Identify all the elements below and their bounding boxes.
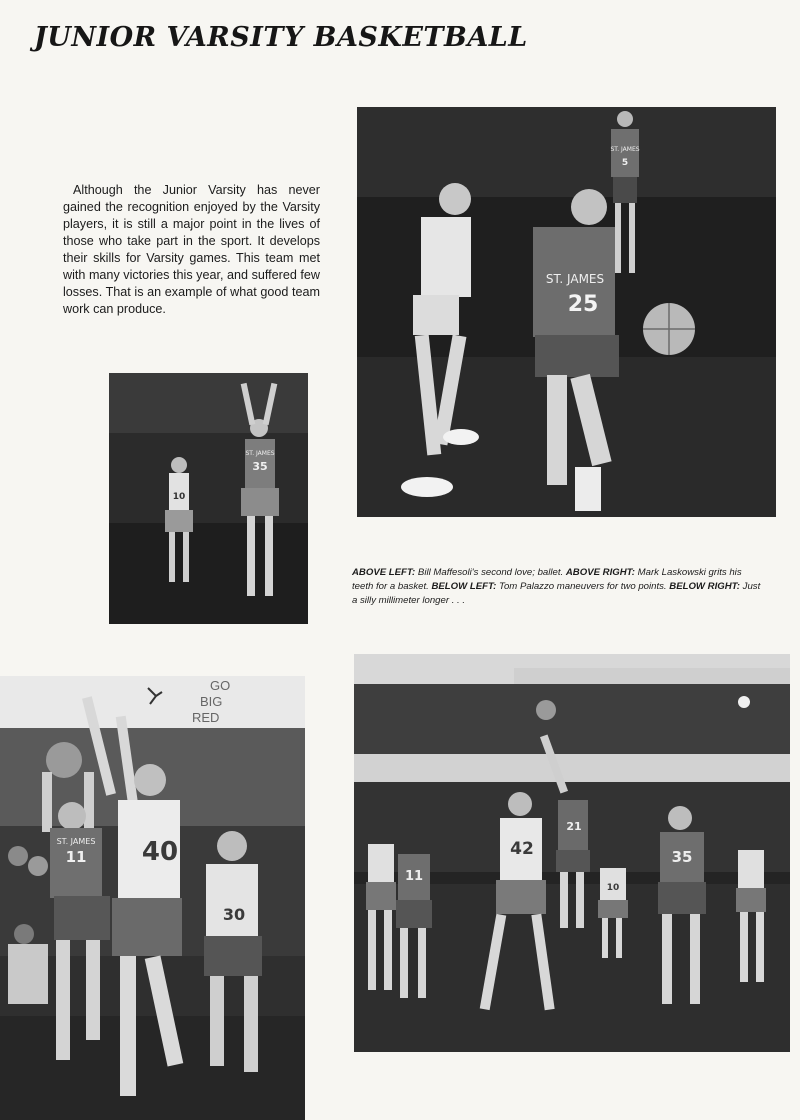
photo-above-left: [109, 373, 308, 624]
jersey-number: 42: [510, 839, 534, 859]
caption-text-above-left: Bill Maffesoli's second love; ballet.: [417, 567, 564, 578]
jersey-number: 35: [671, 848, 693, 866]
banner-word: BIG: [200, 694, 223, 709]
jersey-number: 10: [172, 492, 186, 502]
page-title: JUNIOR VARSITY BASKETBALL: [34, 22, 528, 53]
banner-word: GO: [210, 678, 231, 693]
photo-above-right: [357, 107, 776, 517]
caption-label-above-left: ABOVE LEFT:: [352, 567, 416, 578]
jersey-number: 30: [222, 905, 246, 924]
basketball-icon: [536, 700, 556, 720]
jersey-number: 5: [621, 158, 629, 168]
shirt-text: ST. JAMES: [545, 272, 605, 286]
jersey-number: 11: [404, 869, 424, 884]
caption-text-below-left: Tom Palazzo maneuvers for two points.: [498, 581, 667, 592]
shirt-text: ST. JAMES: [610, 146, 640, 153]
jersey-number: 25: [567, 292, 599, 317]
photo-caption: [352, 566, 764, 608]
jersey-number: 11: [65, 848, 87, 866]
shirt-text: ST. JAMES: [56, 837, 96, 846]
caption-text-below-right: Just a silly millimeter longer . . .: [352, 581, 761, 606]
photo-below-left: [0, 676, 305, 1120]
intro-paragraph: Although the Junior Varsity has never gained the recognition enjoyed by the Varsity players, it is still a major point in the lives of those who take part in the sport. It develops their skills for Varsity games. This team met with many victories this year, and suffered few losses. That is an example of what good team work can produce.: [63, 183, 320, 316]
jersey-number: 40: [141, 837, 179, 867]
jersey-number: 35: [252, 460, 268, 473]
jersey-number: 10: [606, 883, 620, 893]
jersey-number: 21: [566, 820, 582, 833]
shirt-text: ST. JAMES: [245, 450, 275, 457]
photo-below-right: [354, 654, 790, 1052]
caption-label-below-left: BELOW LEFT:: [431, 581, 497, 592]
caption-label-above-right: ABOVE RIGHT:: [565, 567, 635, 578]
caption-label-below-right: BELOW RIGHT:: [669, 581, 740, 592]
caption-text-above-right: Mark Laskowski grits his teeth for a basket.: [352, 567, 742, 592]
banner-word: RED: [192, 710, 220, 725]
